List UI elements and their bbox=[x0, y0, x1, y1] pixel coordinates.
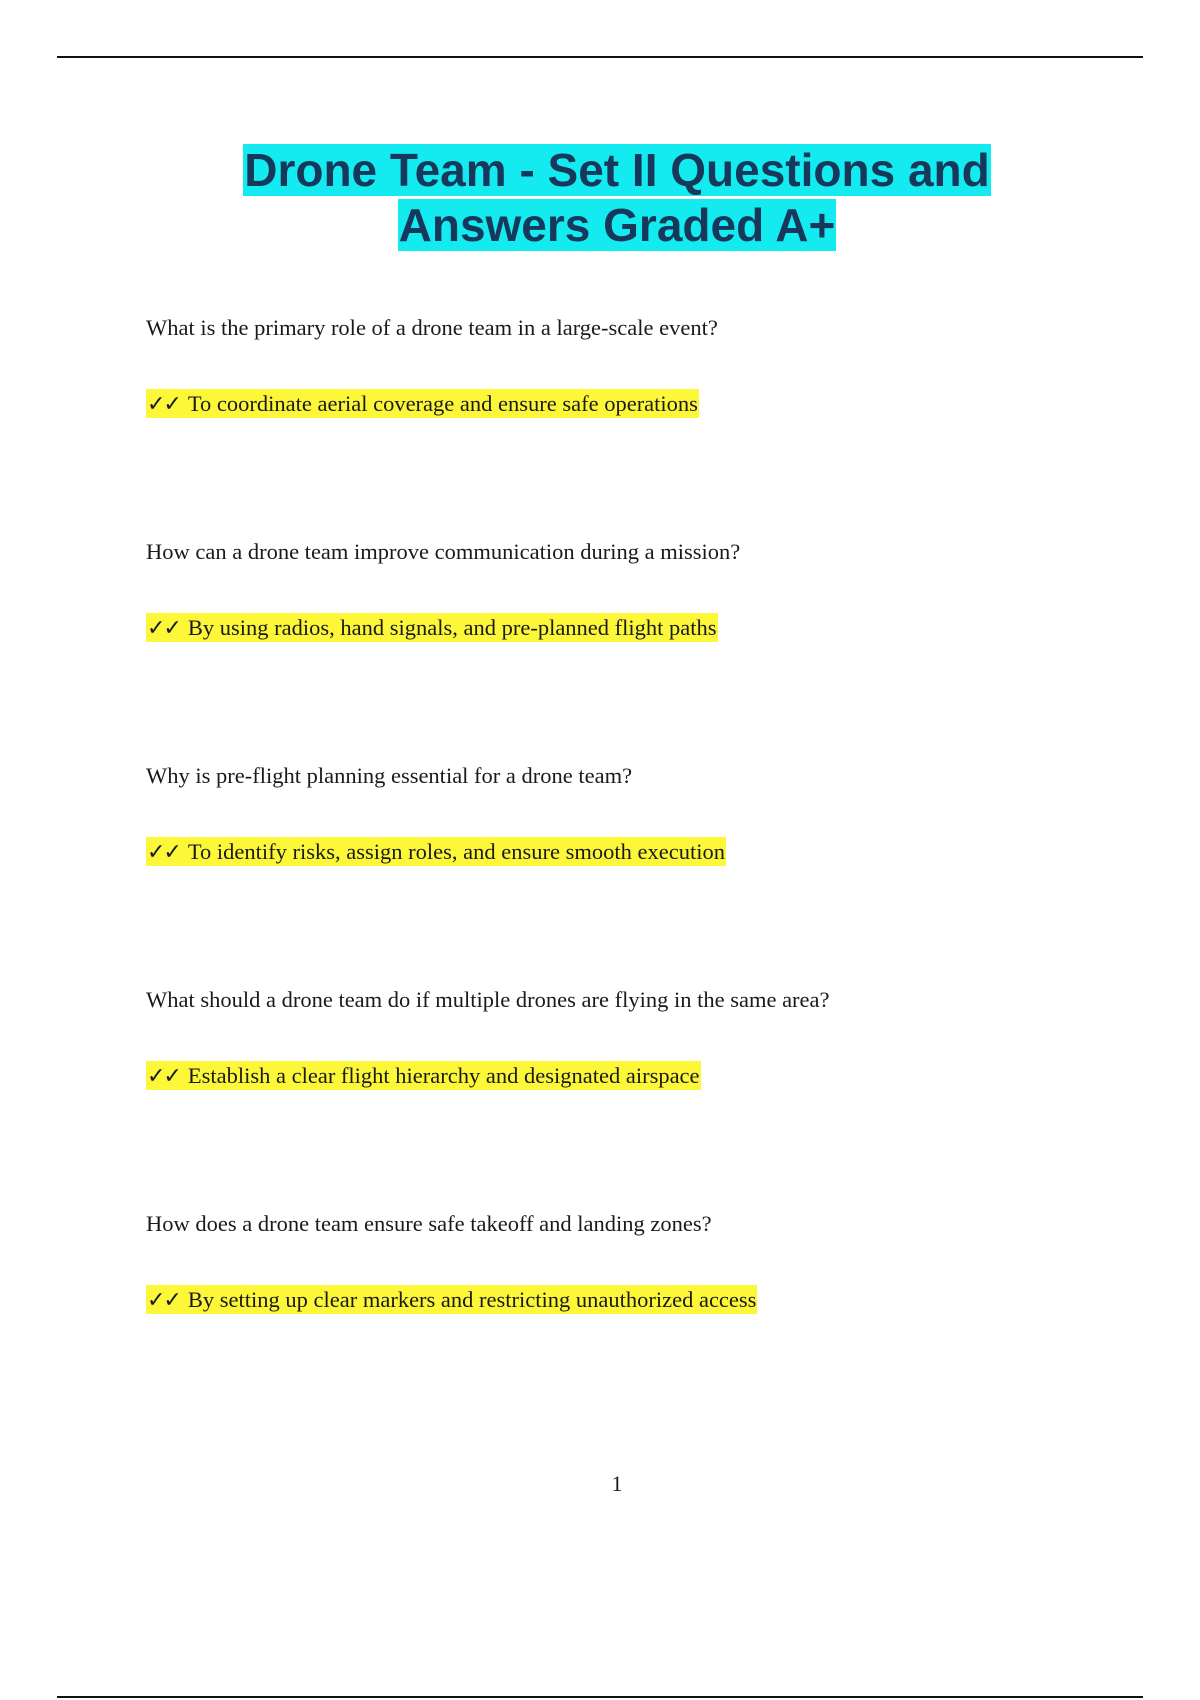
answer-text-5: By setting up clear markers and restricting unauthorized access bbox=[187, 1287, 757, 1312]
title-line-2: Answers Graded A+ bbox=[398, 199, 836, 251]
document-title bbox=[0, 143, 1200, 253]
answer-highlight-2 bbox=[146, 613, 718, 642]
top-rule bbox=[57, 56, 1143, 58]
bottom-rule bbox=[57, 1696, 1143, 1698]
answer-5 bbox=[146, 1285, 1146, 1316]
question-4: What should a drone team do if multiple drones are flying in the same area? bbox=[146, 987, 830, 1012]
answer-text-1: To coordinate aerial coverage and ensure safe operations bbox=[187, 391, 698, 416]
title-line-1: Drone Team - Set II Questions and bbox=[244, 144, 990, 196]
question-3: Why is pre-flight planning essential for a drone team? bbox=[146, 763, 633, 788]
double-check-icon: ✓✓ bbox=[147, 840, 180, 865]
answer-text-3: To identify risks, assign roles, and ensure smooth execution bbox=[187, 839, 725, 864]
question-2: How can a drone team improve communication during a mission? bbox=[146, 539, 741, 564]
qa-item-4 bbox=[146, 985, 1146, 1092]
answer-text-2: By using radios, hand signals, and pre-planned flight paths bbox=[187, 615, 717, 640]
question-1: What is the primary role of a drone team in a large-scale event? bbox=[146, 315, 718, 340]
double-check-icon: ✓✓ bbox=[147, 1288, 180, 1313]
answer-text-4: Establish a clear flight hierarchy and designated airspace bbox=[187, 1063, 700, 1088]
question-5: How does a drone team ensure safe takeoff and landing zones? bbox=[146, 1211, 712, 1236]
answer-highlight-1 bbox=[146, 389, 699, 418]
answer-2 bbox=[146, 613, 1146, 644]
qa-item-1 bbox=[146, 313, 1146, 420]
answer-highlight-5 bbox=[146, 1285, 757, 1314]
page-number: 1 bbox=[611, 1471, 623, 1496]
double-check-icon: ✓✓ bbox=[147, 616, 180, 641]
qa-item-3 bbox=[146, 761, 1146, 868]
answer-highlight-4 bbox=[146, 1061, 701, 1090]
answer-highlight-3 bbox=[146, 837, 726, 866]
double-check-icon: ✓✓ bbox=[147, 1064, 180, 1089]
answer-3 bbox=[146, 837, 1146, 868]
qa-item-2 bbox=[146, 537, 1146, 644]
answer-1 bbox=[146, 389, 1146, 420]
qa-item-5 bbox=[146, 1209, 1146, 1316]
double-check-icon: ✓✓ bbox=[147, 392, 180, 417]
answer-4 bbox=[146, 1061, 1146, 1092]
